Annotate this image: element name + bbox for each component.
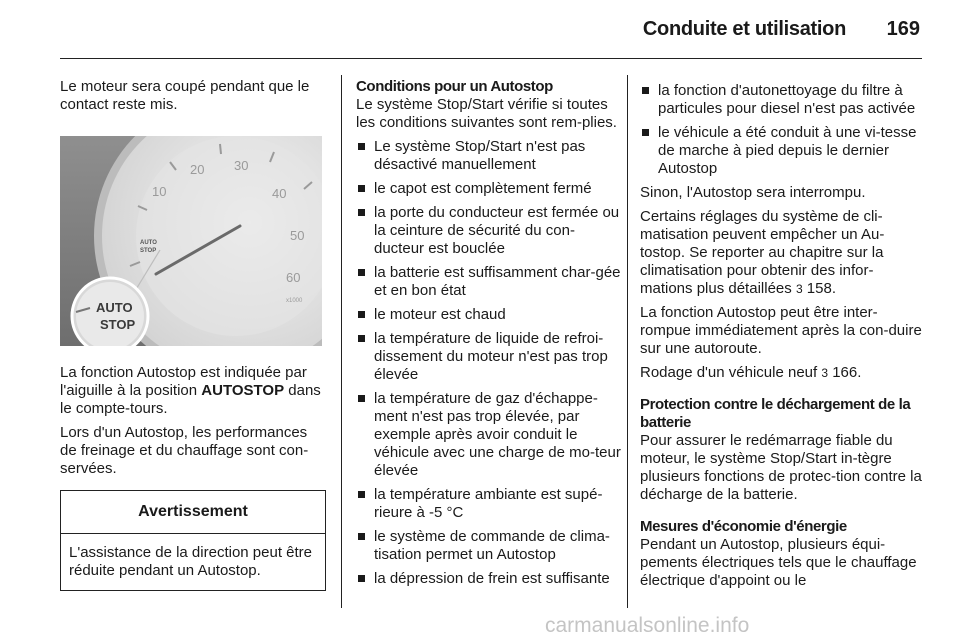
tick-label-10: 10	[152, 184, 167, 199]
list-item	[356, 180, 624, 198]
header-rule	[60, 58, 922, 59]
dial-stop-label: STOP	[140, 248, 157, 254]
list-item-text: le système de commande de clima-tisation permet un Autostop	[374, 528, 610, 563]
bullet-icon	[358, 269, 365, 276]
tick-label-30: 30	[234, 158, 249, 173]
conditions-list-continued	[640, 82, 922, 178]
page-number: 169	[886, 18, 920, 40]
list-item-text: le capot est complètement fermé	[374, 180, 592, 197]
list-item-text: la température de liquide de refroi-dissement du moteur n'est pas trop élevée	[374, 330, 608, 383]
list-item	[356, 390, 624, 480]
bullet-icon	[358, 335, 365, 342]
autostop-indicator-paragraph: La fonction Autostop est indiquée par l'aiguille à la position AUTOSTOP dans le compte-tours.	[60, 364, 321, 417]
bullet-icon	[358, 311, 365, 318]
break-in-paragraph: Rodage d'un véhicule neuf 3 166.	[640, 364, 862, 381]
dial-auto-label: AUTO	[140, 240, 157, 246]
list-item-text: Le système Stop/Start n'est pas désactivé manuellement	[374, 138, 586, 173]
energy-saving-paragraph: Pendant un Autostop, plusieurs équi-pements électriques tels que le chauffage électrique d'appoint ou le	[640, 536, 917, 589]
bullet-icon	[358, 209, 365, 216]
tachometer-illustration	[60, 136, 322, 346]
energy-saving-heading: Mesures d'économie d'énergie	[640, 518, 847, 535]
bullet-icon	[358, 575, 365, 582]
warning-title: Avertissement	[61, 491, 325, 534]
tick-label-40: 40	[272, 186, 287, 201]
list-item-text: le moteur est chaud	[374, 306, 506, 323]
list-item	[356, 138, 624, 174]
list-item	[356, 528, 624, 564]
units-label: x1000	[286, 298, 303, 304]
column-1	[60, 78, 326, 591]
warning-body: L'assistance de la direction peut être réduite pendant un Autostop.	[69, 544, 313, 579]
list-item	[640, 124, 922, 178]
list-item	[356, 330, 624, 384]
battery-protection-heading: Protection contre le déchargement de la batterie	[640, 396, 911, 431]
list-item	[356, 204, 624, 258]
magnified-auto-label: AUTO	[96, 300, 133, 315]
section-title: Conduite et utilisation	[642, 18, 846, 40]
list-item-text: la fonction d'autonettoyage du filtre à particules pour diesel n'est pas activée	[658, 82, 916, 117]
magnified-stop-label: STOP	[100, 317, 136, 332]
climate-paragraph: Certains réglages du système de cli-matisation peuvent empêcher un Au-tostop. Se reporter au chapitre sur la climatisation pour obtenir des infor-mations plus détaillées 3 158.	[640, 208, 885, 297]
list-item	[356, 306, 624, 324]
list-item-text: la dépression de frein est suffisante	[374, 570, 610, 587]
column-2	[356, 78, 624, 594]
warning-box	[60, 490, 326, 591]
column-divider-2	[627, 75, 628, 608]
intro-paragraph: Le moteur sera coupé pendant que le contact reste mis.	[60, 78, 310, 113]
watermark: carmanualsonline.info	[545, 614, 750, 637]
tick-label-50: 50	[290, 228, 305, 243]
list-item	[356, 264, 624, 300]
list-item	[356, 570, 624, 588]
conditions-list	[356, 138, 624, 588]
bullet-icon	[358, 395, 365, 402]
highway-paragraph: La fonction Autostop peut être inter-rompue immédiatement après la con-duire sur une autoroute.	[640, 304, 922, 357]
bullet-icon	[642, 129, 649, 136]
list-item-text: la température de gaz d'échappe-ment n'est pas trop élevée, par exemple après avoir conduit le véhicule avec une charge de mo-teur élevée	[374, 390, 621, 479]
interrupted-paragraph: Sinon, l'Autostop sera interrompu.	[640, 184, 866, 201]
conditions-intro: Le système Stop/Start vérifie si toutes les conditions suivantes sont rem-plies.	[356, 96, 617, 131]
bullet-icon	[358, 533, 365, 540]
list-item-text: la température ambiante est supé-rieure à -5 °C	[374, 486, 603, 521]
bullet-icon	[358, 143, 365, 150]
tick-label-60: 60	[286, 270, 301, 285]
column-divider-1	[341, 75, 342, 608]
list-item-text: la porte du conducteur est fermée ou la ceinture de sécurité du con-ducteur est bouclée	[374, 204, 620, 257]
list-item-text: le véhicule a été conduit à une vi-tesse de marche à pied depuis le dernier Autostop	[658, 124, 917, 177]
autostop-keyword: AUTOSTOP	[201, 382, 285, 399]
tick-label-20: 20	[190, 162, 205, 177]
list-item	[356, 486, 624, 522]
bullet-icon	[358, 185, 365, 192]
battery-protection-paragraph: Pour assurer le redémarrage fiable du moteur, le système Stop/Start in-tègre plusieurs fonctions de protec-tion contre la décharge de la batterie.	[640, 432, 922, 503]
list-item	[640, 82, 922, 118]
reference-arrow-icon: 3	[795, 282, 803, 296]
list-item-text: la batterie est suffisamment char-gée et en bon état	[374, 264, 621, 299]
performance-paragraph: Lors d'un Autostop, les performances de freinage et du chauffage sont con-servées.	[60, 424, 309, 477]
reference-arrow-icon: 3	[821, 366, 829, 380]
bullet-icon	[358, 491, 365, 498]
conditions-heading: Conditions pour un Autostop	[356, 78, 553, 95]
page-header	[60, 18, 920, 44]
bullet-icon	[642, 87, 649, 94]
column-3	[640, 78, 922, 596]
